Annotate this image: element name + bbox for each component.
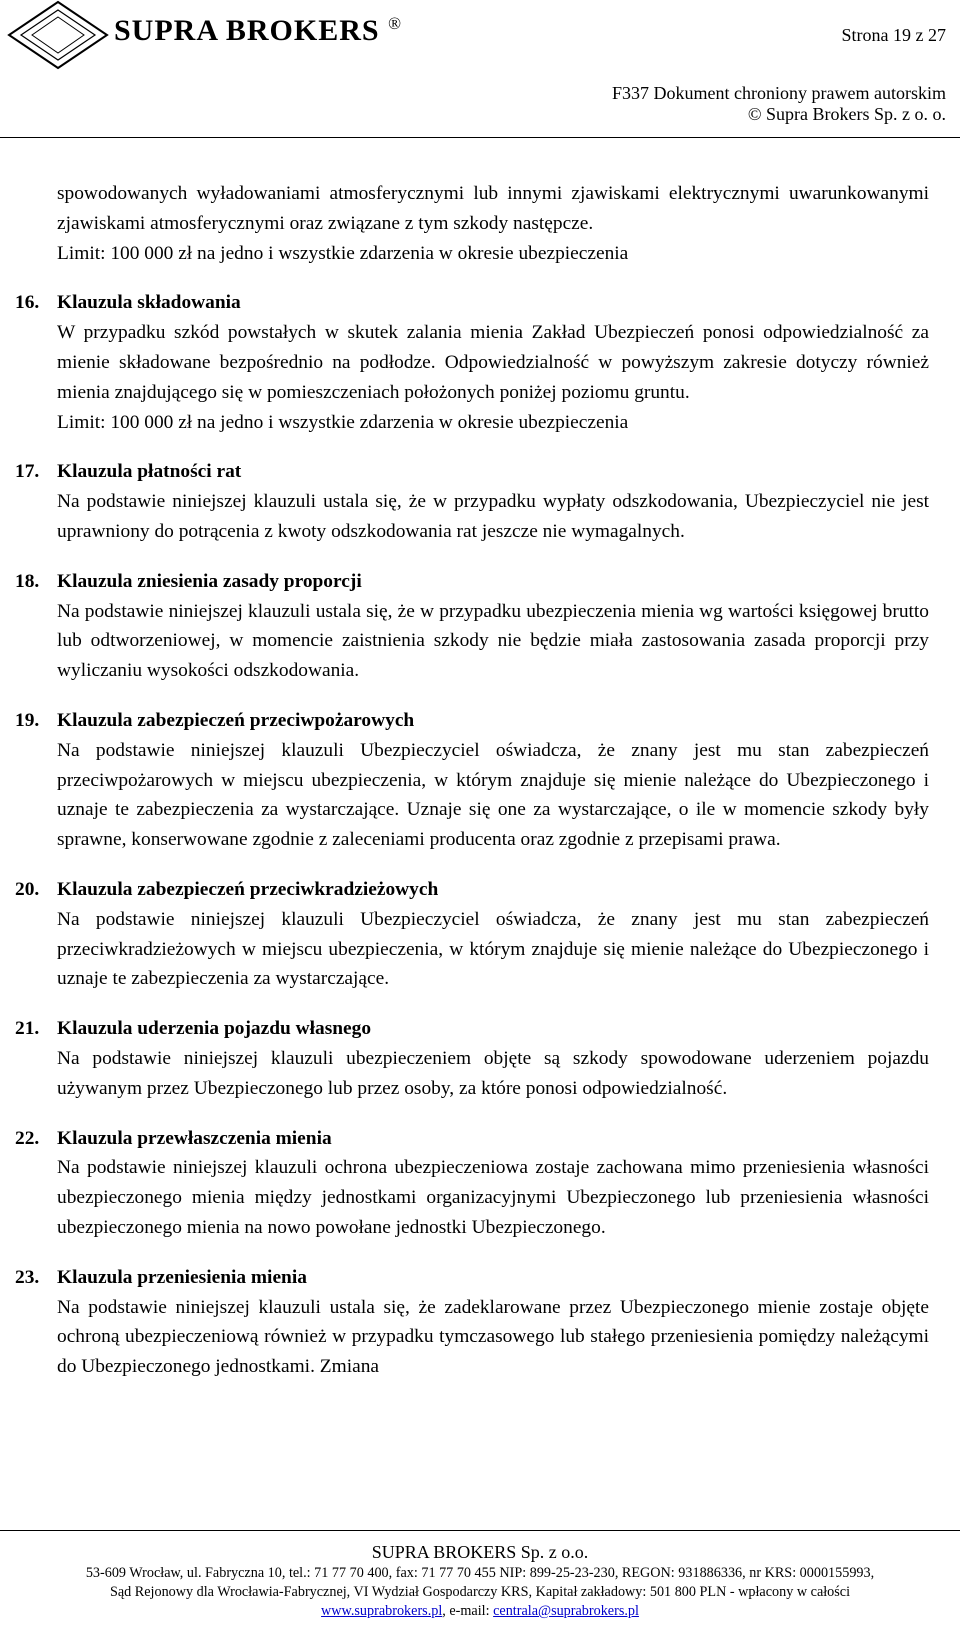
clause-text: Na podstawie niniejszej klauzuli ubezpieczeniem objęte są szkody spowodowane uderzeniem pojazdu używanym przez Ubezpieczonego lub przez osoby, za które ponosi odpowiedzialność. [57, 1047, 929, 1099]
footer-company: SUPRA BROKERS Sp. z o.o. [371, 1542, 589, 1562]
clause-text: Na podstawie niniejszej klauzuli ustala się, że w przypadku ubezpieczenia mienia wg wartości księgowej brutto lub odtworzeniowej, w momencie zaistnienia szkody nie będzie miała zastosowania zasada proporcji przy wyliczaniu wysokości odszkodowania. [57, 600, 929, 682]
clause-number: 18. [15, 570, 40, 592]
clause-heading [15, 567, 929, 597]
clause-heading [15, 457, 929, 487]
clause-text: Na podstawie niniejszej klauzuli ustala się, że w przypadku wypłaty odszkodowania, Ubezpieczyciel nie jest uprawniony do potrącenia z kwoty odszkodowania rat jeszcze nie wymagalnych. [57, 491, 929, 542]
intro-paragraph: spowodowanych wyładowaniami atmosferycznymi lub innymi zjawiskami elektrycznymi uwarunkowanymi zjawiskami atmosferycznymi oraz związane z tym szkody następcze. [57, 183, 929, 234]
clause-number: 21. [15, 1018, 40, 1040]
clause-22 [15, 1124, 929, 1243]
clause-text: Na podstawie niniejszej klauzuli ustala się, że zadeklarowane przez Ubezpieczonego mienie zostaje objęte ochroną ubezpieczeniową również w przypadku tymczasowego lub stałego przeniesienia pomiędzy należącymi do Ubezpieczonego jednostkami. Zmiana [57, 1296, 929, 1378]
clause-number: 20. [15, 878, 40, 900]
footer-address-line: 53-609 Wrocław, ul. Fabryczna 10, tel.: 71 77 70 400, fax: 71 77 70 455 NIP: 899-25-23-230, REGON: 931886336, nr KRS: 0000155993, [85, 1565, 875, 1581]
clause-text: Na podstawie niniejszej klauzuli Ubezpieczyciel oświadcza, że znany jest mu stan zabezpieczeń przeciwpożarowych w miejscu ubezpieczenia, w którym znajduje się mienie należące do Ubezpieczonego i uznaje te zabezpieczenia za wystarczające. Uznaje się one za wystarczające, o ile w momencie szkody były sprawne, konserwowane zgodnie z zaleceniami producenta oraz zgodnie z przepisami prawa. [57, 739, 929, 851]
clause-title: Klauzula zabezpieczeń przeciwkradzieżowych [57, 878, 439, 900]
clause-heading [15, 1263, 929, 1293]
clause-21 [15, 1014, 929, 1103]
header-divider [0, 137, 960, 138]
page-footer [0, 1540, 960, 1621]
footer-divider [0, 1530, 960, 1531]
clause-title: Klauzula uderzenia pojazdu własnego [57, 1018, 372, 1040]
clause-17 [15, 457, 929, 546]
clause-number: 17. [15, 461, 40, 483]
footer-contact-line [0, 1602, 960, 1621]
clause-heading [15, 875, 929, 905]
email-label: , e-mail: [442, 1603, 494, 1619]
brand-name: SUPRA BROKERS ® [114, 14, 402, 47]
document-protection-note: F337 Dokument chroniony prawem autorskim [612, 83, 946, 103]
clause-heading [15, 1124, 929, 1154]
clause-title: Klauzula przewłaszczenia mienia [57, 1127, 332, 1149]
clause-heading [15, 706, 929, 736]
clause-heading [15, 288, 929, 318]
intro-limit: Limit: 100 000 zł na jedno i wszystkie zdarzenia w okresie ubezpieczenia [57, 242, 629, 264]
clause-number: 22. [15, 1127, 40, 1149]
clause-19 [15, 706, 929, 855]
page-number: Strona 19 z 27 [841, 25, 946, 45]
clause-number: 16. [15, 292, 40, 314]
clause-title: Klauzula płatności rat [57, 461, 242, 483]
clause-text: Na podstawie niniejszej klauzuli ochrona ubezpieczeniowa zostaje zachowana mimo przeniesienia własności ubezpieczonego mienia między jednostkami organizacyjnymi Ubezpieczonego lub przeniesienia własności ubezpieczonego mienia na nowo powołane jednostki Ubezpieczonego. [57, 1157, 929, 1238]
clause-title: Klauzula składowania [57, 292, 241, 314]
clause-16 [15, 288, 929, 437]
clause-23 [15, 1263, 929, 1382]
email-link[interactable]: centrala@suprabrokers.pl [493, 1603, 639, 1619]
clause-20 [15, 875, 929, 994]
footer-registry-line: Sąd Rejonowy dla Wrocławia-Fabrycznej, VI Wydział Gospodarczy KRS, Kapitał zakładowy: 501 800 PLN - wpłacony w całości [109, 1584, 851, 1600]
clause-text: Na podstawie niniejszej klauzuli Ubezpieczyciel oświadcza, że znany jest mu stan zabezpieczeń przeciwkradzieżowych w miejscu ubezpieczenia, w którym znajduje się mienie należące do Ubezpieczonego i uznaje te zabezpieczenia za wystarczające. [57, 908, 929, 990]
page-header [0, 0, 960, 140]
website-link[interactable]: www.suprabrokers.pl [321, 1603, 443, 1619]
registered-mark: ® [388, 14, 402, 33]
clause-limit: Limit: 100 000 zł na jedno i wszystkie zdarzenia w okresie ubezpieczenia [57, 411, 629, 433]
clause-text: W przypadku szkód powstałych w skutek zalania mienia Zakład Ubezpieczeń ponosi odpowiedzialność za mienie składowane bezpośrednio na podłodze. Odpowiedzialność w powyższym zakresie dotyczy również mienia znajdującego się w pomieszczeniach położonych poniżej poziomu gruntu. [57, 322, 929, 403]
clause-title: Klauzula zniesienia zasady proporcji [57, 570, 362, 592]
clause-title: Klauzula zabezpieczeń przeciwpożarowych [57, 709, 415, 731]
clause-18 [15, 567, 929, 686]
supra-brokers-logo [6, 0, 446, 70]
clause-number: 19. [15, 709, 40, 731]
clause-number: 23. [15, 1266, 40, 1288]
clause-heading [15, 1014, 929, 1044]
diamond-logo-icon [6, 0, 110, 70]
copyright-note: © Supra Brokers Sp. z o. o. [747, 104, 946, 124]
document-body [15, 179, 929, 1382]
clause-title: Klauzula przeniesienia mienia [57, 1266, 307, 1288]
